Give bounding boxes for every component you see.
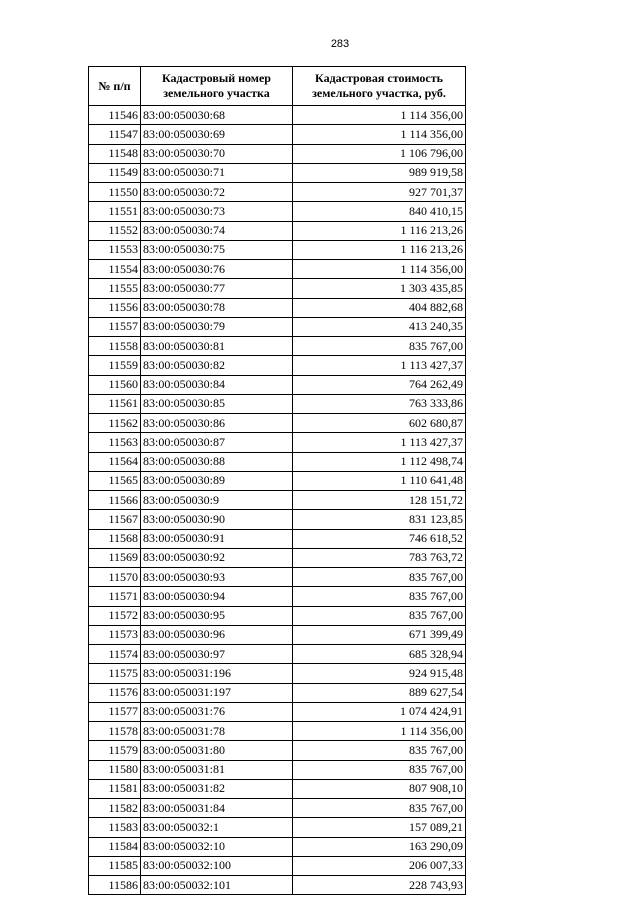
table-row: [89, 779, 466, 798]
table-row: [89, 760, 466, 779]
row-number: 11580: [89, 760, 141, 779]
cadastral-value: 835 767,00: [293, 606, 466, 625]
table-row: [89, 433, 466, 452]
cadastral-value: 989 919,58: [293, 163, 466, 182]
table-row: [89, 125, 466, 144]
cadastral-value: 1 074 424,91: [293, 702, 466, 721]
table-row: [89, 683, 466, 702]
table-row: [89, 183, 466, 202]
row-number: 11563: [89, 433, 141, 452]
cadastral-number: 83:00:050032:10: [141, 837, 293, 856]
cadastral-number: 83:00:050030:71: [141, 163, 293, 182]
table-row: [89, 799, 466, 818]
cadastral-value: 1 114 356,00: [293, 260, 466, 279]
cadastral-value: 764 262,49: [293, 375, 466, 394]
row-number: 11560: [89, 375, 141, 394]
row-number: 11553: [89, 240, 141, 259]
cadastral-value: 835 767,00: [293, 337, 466, 356]
cadastral-value: 404 882,68: [293, 298, 466, 317]
row-number: 11570: [89, 568, 141, 587]
row-number: 11576: [89, 683, 141, 702]
cadastral-number: 83:00:050030:81: [141, 337, 293, 356]
cadastral-value: 1 106 796,00: [293, 144, 466, 163]
cadastral-table: [88, 66, 466, 895]
table-row: [89, 337, 466, 356]
table-row: [89, 260, 466, 279]
cadastral-value: 1 114 356,00: [293, 722, 466, 741]
cadastral-number: 83:00:050031:78: [141, 722, 293, 741]
page-number: 283: [330, 38, 350, 50]
cadastral-value: 1 113 427,37: [293, 356, 466, 375]
table-row: [89, 548, 466, 567]
table-row: [89, 375, 466, 394]
table-row: [89, 568, 466, 587]
cadastral-number: 83:00:050030:91: [141, 529, 293, 548]
table-row: [89, 491, 466, 510]
row-number: 11548: [89, 144, 141, 163]
cadastral-value: 157 089,21: [293, 818, 466, 837]
header-cadastral-value: Кадастровая стоимость земельного участка, руб.: [293, 67, 466, 106]
cadastral-number: 83:00:050030:70: [141, 144, 293, 163]
cadastral-value: 206 007,33: [293, 856, 466, 875]
cadastral-number: 83:00:050030:9: [141, 491, 293, 510]
cadastral-number: 83:00:050030:86: [141, 414, 293, 433]
row-number: 11555: [89, 279, 141, 298]
row-number: 11547: [89, 125, 141, 144]
cadastral-number: 83:00:050031:197: [141, 683, 293, 702]
row-number: 11554: [89, 260, 141, 279]
table-row: [89, 317, 466, 336]
row-number: 11552: [89, 221, 141, 240]
cadastral-value: 783 763,72: [293, 548, 466, 567]
row-number: 11584: [89, 837, 141, 856]
row-number: 11566: [89, 491, 141, 510]
row-number: 11562: [89, 414, 141, 433]
row-number: 11565: [89, 471, 141, 490]
table-row: [89, 414, 466, 433]
row-number: 11561: [89, 394, 141, 413]
cadastral-value: 1 303 435,85: [293, 279, 466, 298]
row-number: 11556: [89, 298, 141, 317]
cadastral-number: 83:00:050032:1: [141, 818, 293, 837]
cadastral-value: 835 767,00: [293, 587, 466, 606]
row-number: 11581: [89, 779, 141, 798]
cadastral-number: 83:00:050032:101: [141, 876, 293, 895]
cadastral-number: 83:00:050030:75: [141, 240, 293, 259]
cadastral-number: 83:00:050031:76: [141, 702, 293, 721]
cadastral-number: 83:00:050030:69: [141, 125, 293, 144]
cadastral-value: 746 618,52: [293, 529, 466, 548]
row-number: 11546: [89, 106, 141, 125]
cadastral-value: 835 767,00: [293, 760, 466, 779]
cadastral-number: 83:00:050031:82: [141, 779, 293, 798]
cadastral-value: 1 110 641,48: [293, 471, 466, 490]
cadastral-value: 671 399,49: [293, 625, 466, 644]
table-body: [89, 106, 466, 895]
cadastral-number: 83:00:050030:72: [141, 183, 293, 202]
row-number: 11583: [89, 818, 141, 837]
table-row: [89, 837, 466, 856]
cadastral-value: 602 680,87: [293, 414, 466, 433]
cadastral-value: 835 767,00: [293, 799, 466, 818]
cadastral-number: 83:00:050031:80: [141, 741, 293, 760]
table-row: [89, 394, 466, 413]
row-number: 11573: [89, 625, 141, 644]
cadastral-number: 83:00:050030:85: [141, 394, 293, 413]
cadastral-number: 83:00:050030:84: [141, 375, 293, 394]
cadastral-number: 83:00:050030:74: [141, 221, 293, 240]
cadastral-value: 807 908,10: [293, 779, 466, 798]
cadastral-number: 83:00:050030:90: [141, 510, 293, 529]
table-row: [89, 664, 466, 683]
table-row: [89, 625, 466, 644]
cadastral-value: 835 767,00: [293, 741, 466, 760]
cadastral-number: 83:00:050030:89: [141, 471, 293, 490]
row-number: 11577: [89, 702, 141, 721]
cadastral-number: 83:00:050031:81: [141, 760, 293, 779]
cadastral-number: 83:00:050030:78: [141, 298, 293, 317]
table-row: [89, 702, 466, 721]
table-header: [89, 67, 466, 106]
table-row: [89, 606, 466, 625]
table-row: [89, 452, 466, 471]
table-row: [89, 298, 466, 317]
row-number: 11549: [89, 163, 141, 182]
row-number: 11559: [89, 356, 141, 375]
cadastral-number: 83:00:050031:196: [141, 664, 293, 683]
row-number: 11575: [89, 664, 141, 683]
cadastral-number: 83:00:050030:97: [141, 645, 293, 664]
cadastral-number: 83:00:050030:82: [141, 356, 293, 375]
table-row: [89, 722, 466, 741]
cadastral-value: 927 701,37: [293, 183, 466, 202]
row-number: 11574: [89, 645, 141, 664]
row-number: 11572: [89, 606, 141, 625]
cadastral-number: 83:00:050030:96: [141, 625, 293, 644]
cadastral-value: 835 767,00: [293, 568, 466, 587]
row-number: 11579: [89, 741, 141, 760]
row-number: 11558: [89, 337, 141, 356]
row-number: 11585: [89, 856, 141, 875]
table-row: [89, 876, 466, 895]
row-number: 11568: [89, 529, 141, 548]
row-number: 11578: [89, 722, 141, 741]
header-number: № п/п: [89, 67, 141, 106]
row-number: 11569: [89, 548, 141, 567]
table-row: [89, 645, 466, 664]
cadastral-number: 83:00:050030:79: [141, 317, 293, 336]
table-row: [89, 356, 466, 375]
cadastral-number: 83:00:050030:94: [141, 587, 293, 606]
table-row: [89, 471, 466, 490]
header-cadastral-number: Кадастровый номер земельного участка: [141, 67, 293, 106]
table-row: [89, 202, 466, 221]
row-number: 11557: [89, 317, 141, 336]
table-row: [89, 279, 466, 298]
cadastral-value: 228 743,93: [293, 876, 466, 895]
cadastral-number: 83:00:050030:88: [141, 452, 293, 471]
table-row: [89, 510, 466, 529]
table-row: [89, 144, 466, 163]
cadastral-value: 163 290,09: [293, 837, 466, 856]
row-number: 11551: [89, 202, 141, 221]
header-row: [89, 67, 466, 106]
cadastral-number: 83:00:050030:95: [141, 606, 293, 625]
cadastral-value: 1 116 213,26: [293, 240, 466, 259]
cadastral-number: 83:00:050030:87: [141, 433, 293, 452]
table-row: [89, 529, 466, 548]
cadastral-number: 83:00:050030:92: [141, 548, 293, 567]
row-number: 11571: [89, 587, 141, 606]
row-number: 11564: [89, 452, 141, 471]
cadastral-value: 840 410,15: [293, 202, 466, 221]
cadastral-value: 1 116 213,26: [293, 221, 466, 240]
cadastral-value: 831 123,85: [293, 510, 466, 529]
cadastral-value: 685 328,94: [293, 645, 466, 664]
cadastral-number: 83:00:050031:84: [141, 799, 293, 818]
table-row: [89, 741, 466, 760]
cadastral-value: 1 114 356,00: [293, 106, 466, 125]
cadastral-value: 1 113 427,37: [293, 433, 466, 452]
cadastral-number: 83:00:050030:76: [141, 260, 293, 279]
cadastral-value: 924 915,48: [293, 664, 466, 683]
cadastral-value: 889 627,54: [293, 683, 466, 702]
table-row: [89, 587, 466, 606]
cadastral-number: 83:00:050030:68: [141, 106, 293, 125]
table-row: [89, 106, 466, 125]
row-number: 11567: [89, 510, 141, 529]
cadastral-value: 1 114 356,00: [293, 125, 466, 144]
row-number: 11586: [89, 876, 141, 895]
cadastral-value: 1 112 498,74: [293, 452, 466, 471]
cadastral-value: 413 240,35: [293, 317, 466, 336]
row-number: 11582: [89, 799, 141, 818]
table-row: [89, 240, 466, 259]
cadastral-value: 763 333,86: [293, 394, 466, 413]
cadastral-number: 83:00:050032:100: [141, 856, 293, 875]
row-number: 11550: [89, 183, 141, 202]
table-row: [89, 856, 466, 875]
cadastral-number: 83:00:050030:73: [141, 202, 293, 221]
cadastral-value: 128 151,72: [293, 491, 466, 510]
cadastral-number: 83:00:050030:93: [141, 568, 293, 587]
cadastral-number: 83:00:050030:77: [141, 279, 293, 298]
table-row: [89, 818, 466, 837]
table-row: [89, 163, 466, 182]
table-row: [89, 221, 466, 240]
